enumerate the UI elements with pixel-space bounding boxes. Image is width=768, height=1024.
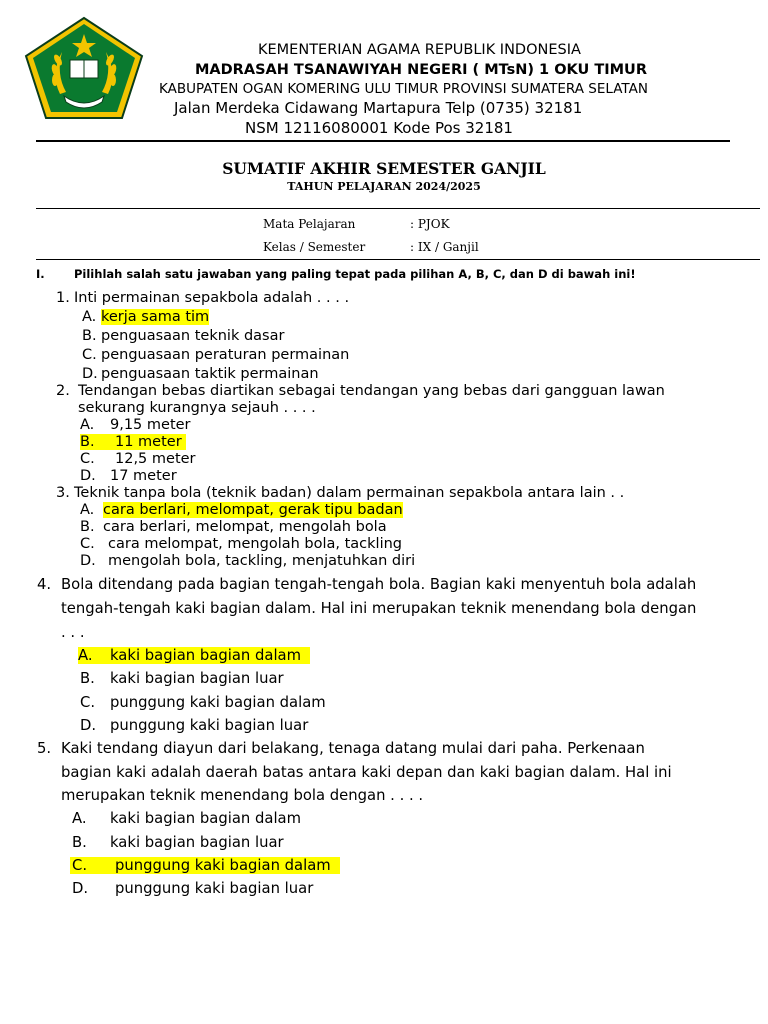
- question-text: Inti permainan sepakbola adalah . . . .: [74, 290, 350, 306]
- option-letter: C.: [80, 536, 95, 552]
- header-school: MADRASAH TSANAWIYAH NEGERI ( MTsN) 1 OKU TIMUR: [195, 62, 647, 78]
- option-letter: B.: [72, 834, 87, 851]
- question-text: merupakan teknik menendang bola dengan . . . .: [61, 787, 424, 804]
- option-text-highlighted: kaki bagian bagian dalam: [110, 647, 302, 664]
- option-letter: B.: [80, 519, 95, 535]
- option-text: punggung kaki bagian luar: [110, 717, 309, 734]
- option-text: penguasaan taktik permainan: [101, 366, 319, 382]
- subject-value: : PJOK: [410, 217, 450, 231]
- option-letter: C.: [72, 857, 88, 874]
- exam-title: SUMATIF AKHIR SEMESTER GANJIL: [222, 159, 546, 178]
- option-text: cara melompat, mengolah bola, tackling: [108, 536, 403, 552]
- option-highlight: [70, 857, 340, 874]
- question-text: bagian kaki adalah daerah batas antara kaki depan dan kaki bagian dalam. Hal ini: [61, 764, 672, 781]
- option-letter: D.: [80, 717, 97, 734]
- info-divider: [36, 259, 760, 260]
- option-text: penguasaan peraturan permainan: [101, 347, 350, 363]
- option-letter: A.: [80, 502, 95, 518]
- option-text: 9,15 meter: [110, 417, 191, 433]
- option-text: 17 meter: [110, 468, 177, 484]
- option-letter: B.: [82, 328, 97, 344]
- question-number: 3.: [56, 485, 70, 501]
- question-number: 1.: [56, 290, 70, 306]
- option-letter: B.: [80, 670, 95, 687]
- title-divider: [36, 208, 760, 209]
- section-instruction: Pilihlah salah satu jawaban yang paling tepat pada pilihan A, B, C, dan D di bawah ini!: [74, 267, 636, 281]
- section-number: I.: [36, 267, 45, 281]
- option-letter: C.: [80, 694, 96, 711]
- question-number: 4.: [37, 576, 52, 593]
- question-text: Kaki tendang diayun dari belakang, tenaga datang mulai dari paha. Perkenaan: [61, 740, 645, 757]
- question-text: tengah-tengah kaki bagian dalam. Hal ini merupakan teknik menendang bola dengan: [61, 600, 697, 617]
- header-address: Jalan Merdeka Cidawang Martapura Telp (0735) 32181: [174, 99, 583, 117]
- header-ministry: KEMENTERIAN AGAMA REPUBLIK INDONESIA: [258, 42, 581, 58]
- option-text: punggung kaki bagian dalam: [110, 694, 326, 711]
- option-text: penguasaan teknik dasar: [101, 328, 285, 344]
- option-letter: A.: [82, 309, 97, 325]
- option-letter: D.: [80, 553, 96, 569]
- option-letter: C.: [80, 451, 95, 467]
- class-value: : IX / Ganjil: [410, 240, 479, 254]
- option-highlight: [80, 434, 186, 450]
- header-nsm: NSM 12116080001 Kode Pos 32181: [245, 119, 513, 137]
- header-region: KABUPATEN OGAN KOMERING ULU TIMUR PROVINSI SUMATERA SELATAN: [159, 81, 648, 97]
- option-letter: A.: [72, 810, 87, 827]
- option-text-highlighted: cara berlari, melompat, gerak tipu badan: [103, 502, 403, 518]
- option-text: cara berlari, melompat, mengolah bola: [103, 519, 387, 535]
- option-letter: D.: [80, 468, 96, 484]
- option-letter: C.: [82, 347, 97, 363]
- option-text-highlighted: kerja sama tim: [101, 309, 210, 325]
- option-highlight: [78, 647, 310, 664]
- option-text-highlighted: 11 meter: [115, 434, 182, 450]
- option-text: mengolah bola, tackling, menjatuhkan diri: [108, 553, 416, 569]
- question-text: Teknik tanpa bola (teknik badan) dalam permainan sepakbola antara lain . .: [74, 485, 625, 501]
- option-text: kaki bagian bagian luar: [110, 834, 284, 851]
- subject-label: Mata Pelajaran: [263, 217, 356, 231]
- question-text: . . .: [61, 624, 85, 641]
- question-text: Tendangan bebas diartikan sebagai tendangan yang bebas dari gangguan lawan: [78, 383, 665, 399]
- question-number: 2.: [56, 383, 70, 399]
- question-text: Bola ditendang pada bagian tengah-tengah bola. Bagian kaki menyentuh bola adalah: [61, 576, 697, 593]
- class-label: Kelas / Semester: [263, 240, 366, 254]
- option-letter: B.: [80, 434, 95, 450]
- exam-year: TAHUN PELAJARAN 2024/2025: [287, 180, 481, 193]
- option-letter: D.: [72, 880, 89, 897]
- option-text: kaki bagian bagian luar: [110, 670, 284, 687]
- option-text: kaki bagian bagian dalam: [110, 810, 302, 827]
- option-letter: A.: [78, 647, 93, 664]
- question-text: sekurang kurangnya sejauh . . . .: [78, 400, 316, 416]
- option-text: 12,5 meter: [115, 451, 196, 467]
- option-text-highlighted: punggung kaki bagian dalam: [115, 857, 331, 874]
- question-number: 5.: [37, 740, 52, 757]
- option-text: punggung kaki bagian luar: [115, 880, 314, 897]
- option-letter: D.: [82, 366, 98, 382]
- kemenag-emblem-icon: [22, 16, 146, 120]
- option-letter: A.: [80, 417, 95, 433]
- header-divider: [36, 140, 730, 142]
